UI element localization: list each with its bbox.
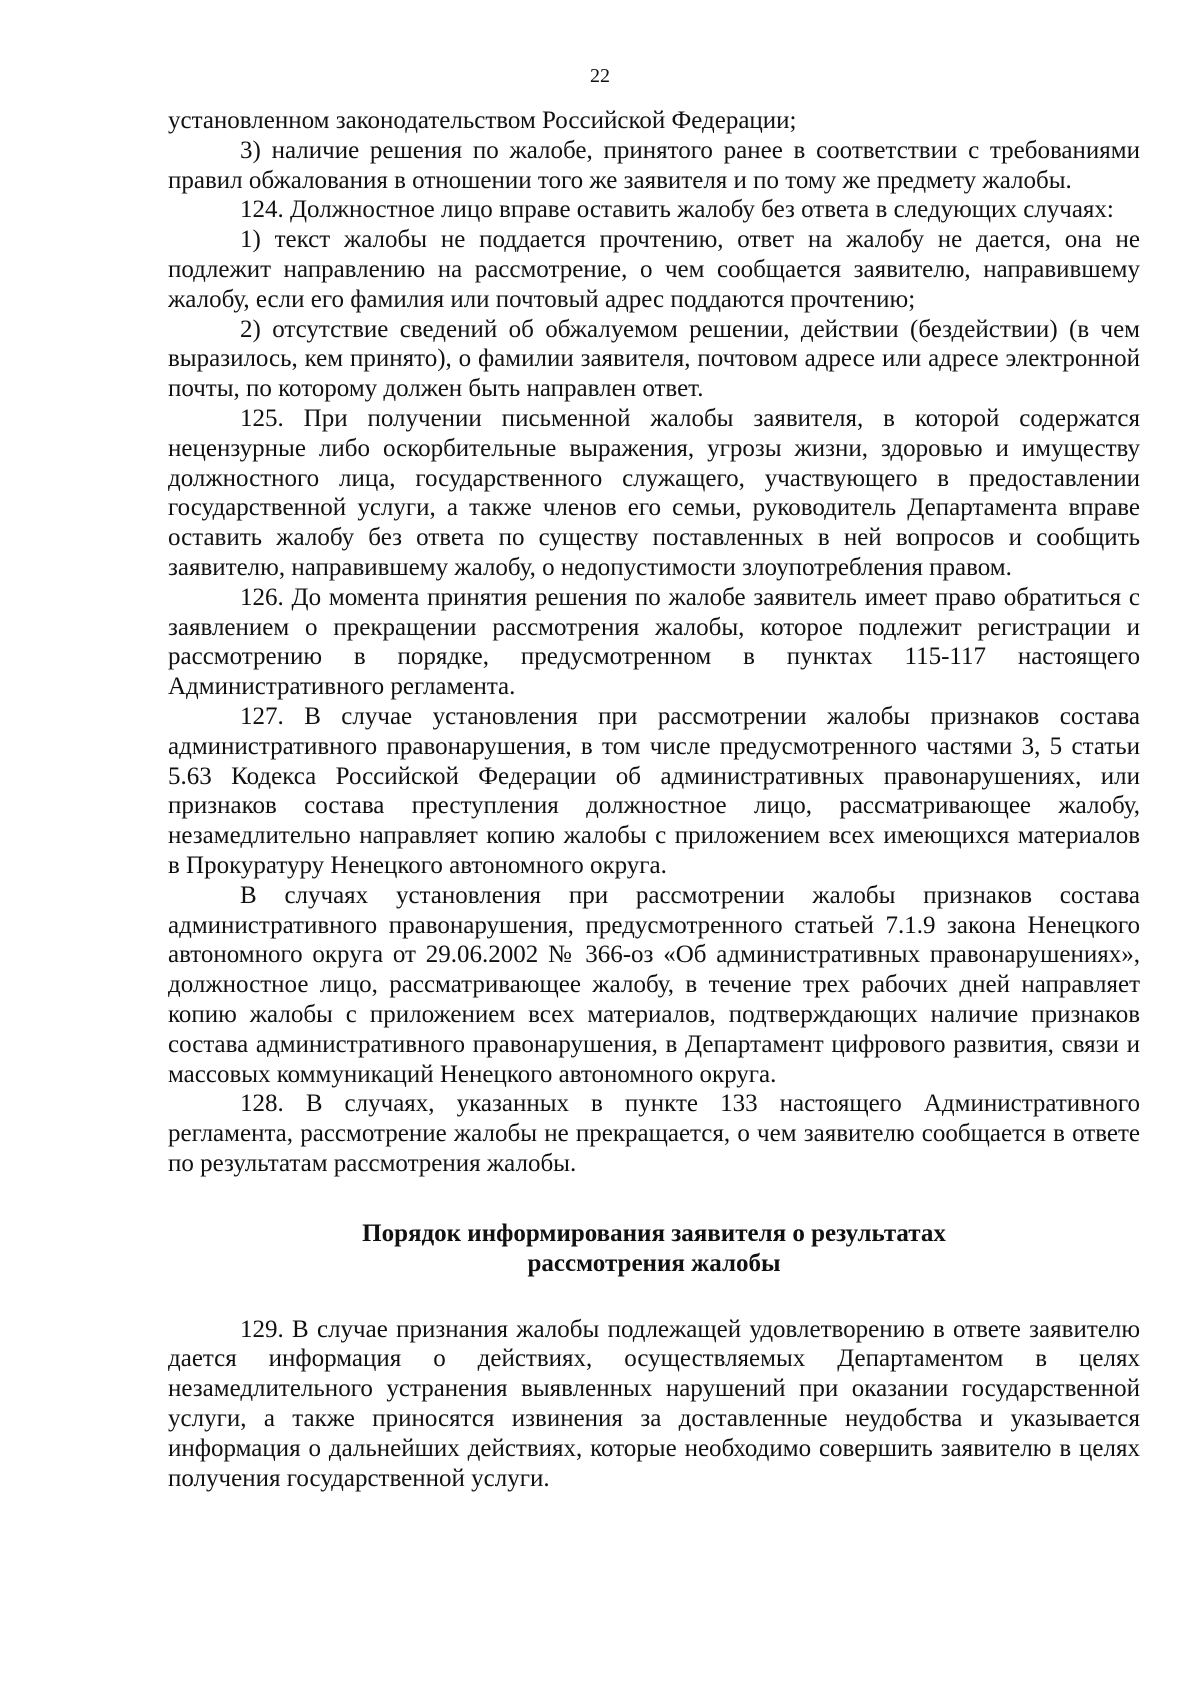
paragraph-127: 127. В случае установления при рассмотрении жалобы признаков состава административного правонарушения, в том числе предусмотренного частями 3, 5 статьи 5.63 Кодекса Российской Федерации об административных правонарушениях, или признаков состава преступления должностное лицо, рассматривающее жалобу, незамедлительно направляет копию жалобы с приложением всех имеющихся материалов в Прокуратуру Ненецкого автономного округа. (168, 702, 1140, 879)
paragraph-continuation: установленном законодательством Российской Федерации; (168, 107, 797, 134)
page-number: 22 (590, 65, 610, 87)
paragraph-128: 128. В случаях, указанных в пункте 133 настоящего Административного регламента, рассмотрение жалобы не прекращается, о чем заявителю сообщается в ответе по результатам рассмотрения жалобы. (168, 1090, 1140, 1177)
paragraph-124-item-1: 1) текст жалобы не поддается прочтению, ответ на жалобу не дается, она не подлежит направлению на рассмотрение, о чем сообщается заявителю, направившему жалобу, если его фамилия или почтовый адрес поддаются прочтению; (168, 226, 1140, 313)
document-body (168, 106, 1140, 1493)
paragraph-item-3: 3) наличие решения по жалобе, принятого ранее в соответствии с требованиями правил обжалования в отношении того же заявителя и по тому же предмету жалобы. (168, 136, 1140, 194)
paragraph-126: 126. До момента принятия решения по жалобе заявитель имеет право обратиться с заявлением о прекращении рассмотрения жалобы, которое подлежит регистрации и рассмотрению в порядке, предусмотренном в пунктах 115-117 настоящего Административного регламента. (168, 583, 1140, 701)
paragraph-124-item-2: 2) отсутствие сведений об обжалуемом решении, действии (бездействии) (в чем выразилось, кем принято), о фамилии заявителя, почтовом адресе или адресе электронной почты, по которому должен быть направлен ответ. (168, 315, 1140, 403)
paragraph-127-continued: В случаях установления при рассмотрении жалобы признаков состава административного правонарушения, предусмотренного статьей 7.1.9 закона Ненецкого автономного округа от 29.06.2002 № 366-оз «Об административных правонарушениях», должностное лицо, рассматривающее жалобу, в течение трех рабочих дней направляет копию жалобы с приложением всех материалов, подтверждающих наличие признаков состава административного правонарушения, в Департамент цифрового развития, связи и массовых коммуникаций Ненецкого автономного округа. (168, 881, 1140, 1088)
paragraph-124: 124. Должностное лицо вправе оставить жалобу без ответа в следующих случаях: (240, 196, 1114, 224)
paragraph-125: 125. При получении письменной жалобы заявителя, в которой содержатся нецензурные либо оскорбительные выражения, угрозы жизни, здоровью и имуществу должностного лица, государственного служащего, участвующего в предоставлении государственной услуги, а также членов его семьи, руководитель Департамента вправе оставить жалобу без ответа по существу поставленных в ней вопросов и сообщить заявителю, направившему жалобу, о недопустимости злоупотребления правом. (168, 404, 1140, 581)
section-heading-line-2: рассмотрения жалобы (527, 1249, 781, 1277)
section-heading-line-1: Порядок информирования заявителя о результатах (362, 1219, 946, 1247)
section-heading (168, 1219, 1140, 1279)
paragraph-129: 129. В случае признания жалобы подлежащей удовлетворению в ответе заявителю дается информация о действиях, осуществляемых Департаментом в целях незамедлительного устранения выявленных нарушений при оказании государственной услуги, а также приносятся извинения за доставленные неудобства и указывается информация о дальнейших действиях, которые необходимо совершить заявителю в целях получения государственной услуги. (168, 1315, 1140, 1492)
